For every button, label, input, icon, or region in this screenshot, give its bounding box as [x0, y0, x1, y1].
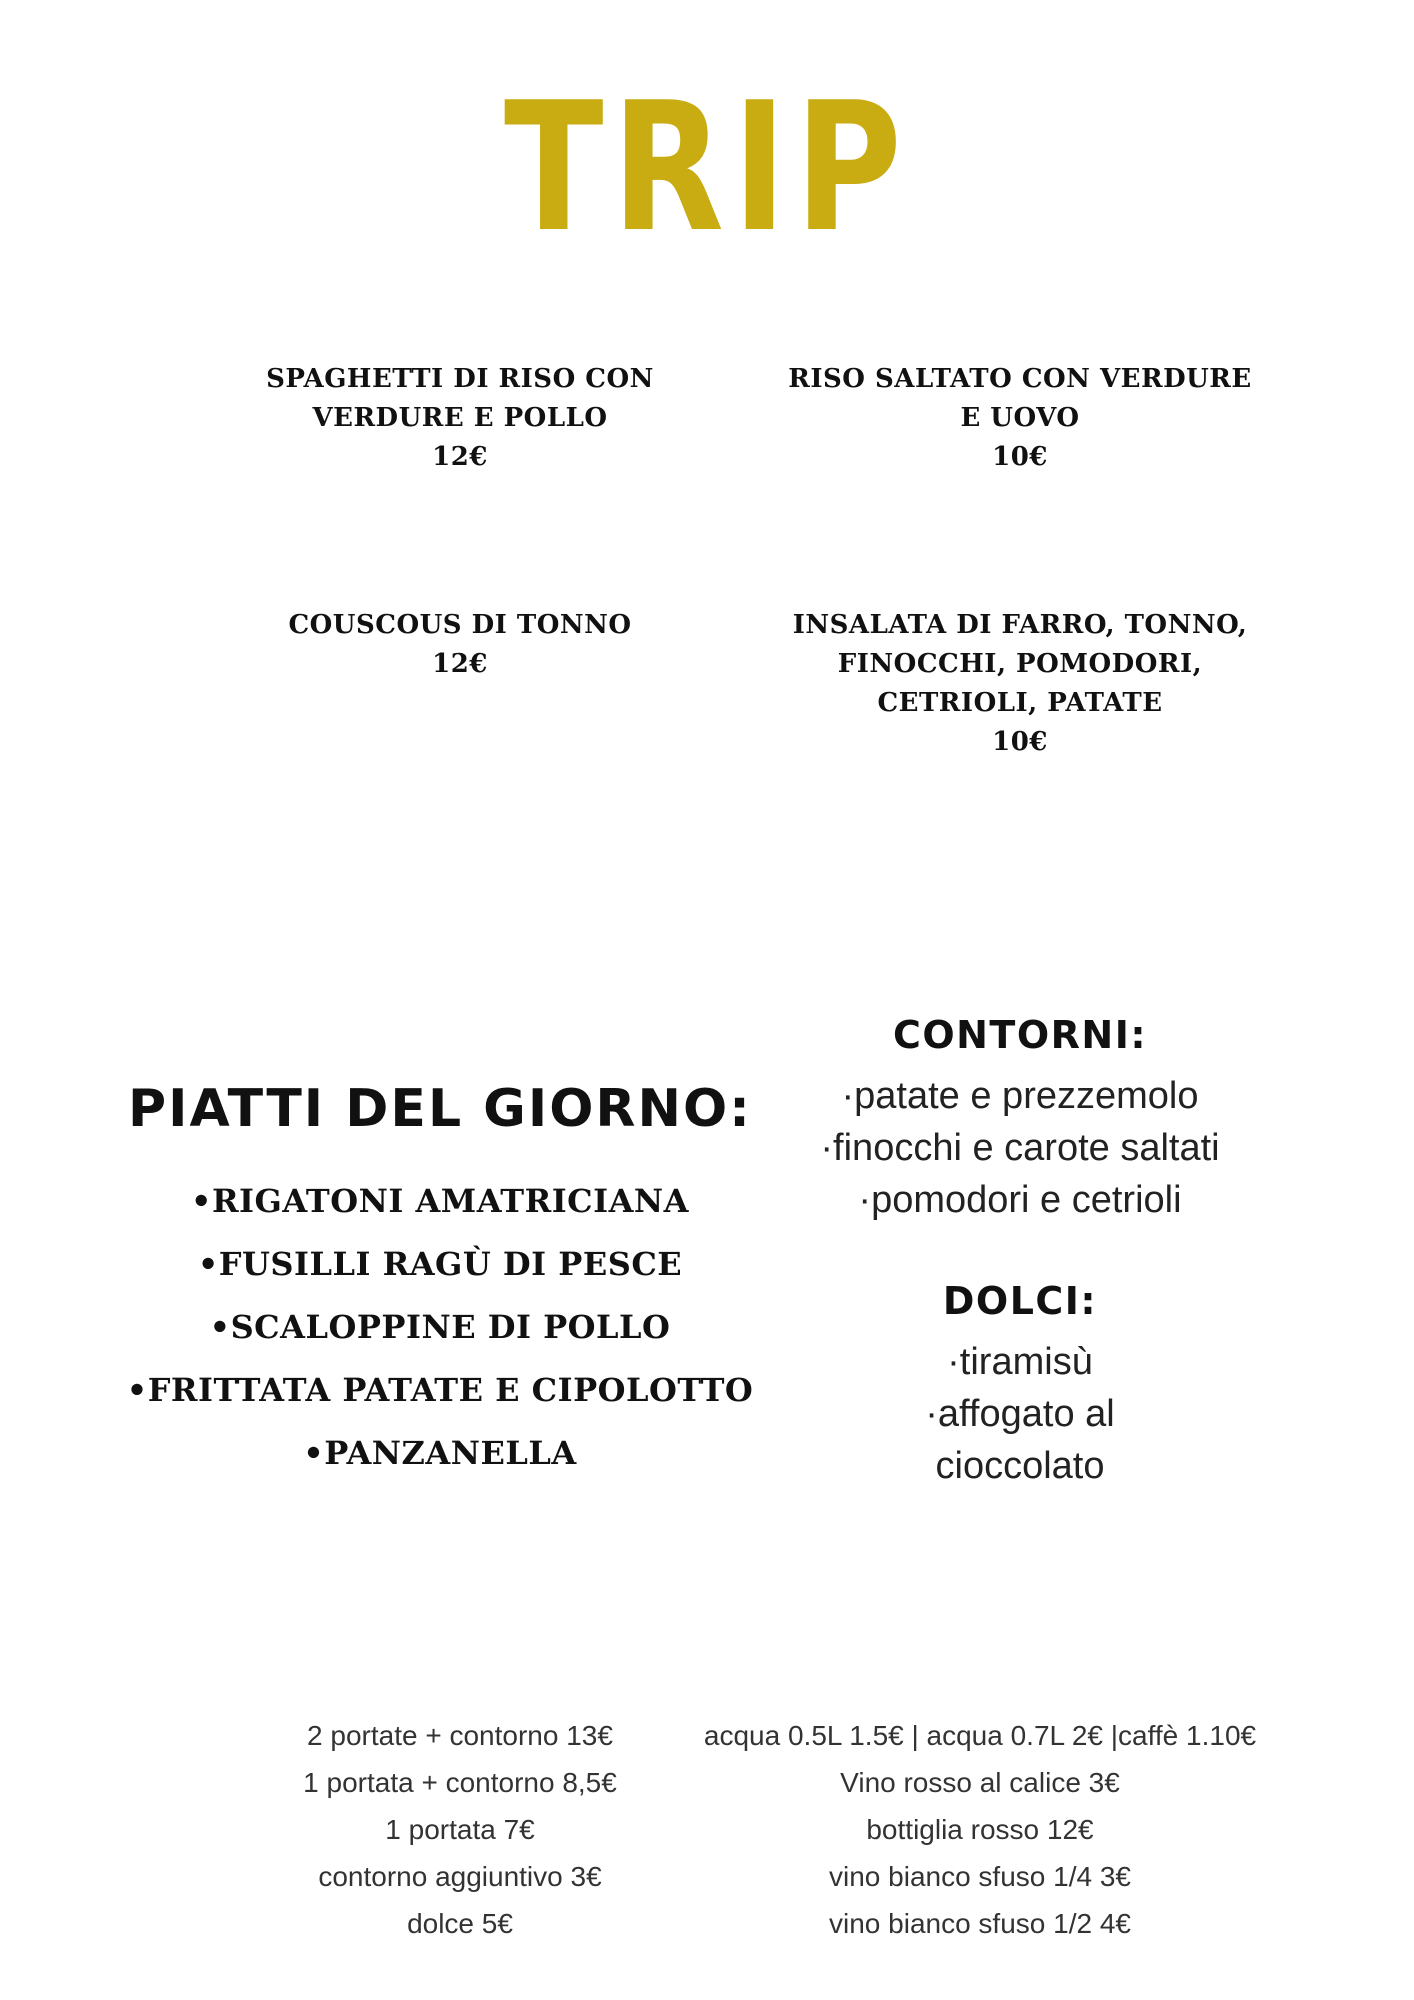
- dish-price: 12€: [432, 649, 488, 679]
- dish-name-line: COUSCOUS DI TONNO: [288, 610, 632, 640]
- dolci-list: [760, 1336, 1280, 1492]
- dish-name-line: INSALATA DI FARRO, TONNO,: [792, 610, 1248, 640]
- list-item: •SCALOPPINE DI POLLO: [209, 1308, 671, 1346]
- dish-item: [760, 606, 1280, 762]
- dish-item: [200, 360, 720, 477]
- menu-prices-list: [200, 1712, 720, 1947]
- dish-item: [760, 360, 1280, 477]
- dish-name-line: VERDURE E POLLO: [312, 403, 608, 433]
- dish-name-line: CETRIOLI, PATATE: [877, 688, 1163, 718]
- restaurant-logo: TRIP: [503, 64, 911, 271]
- dish-price: 10€: [992, 727, 1048, 757]
- piatti-del-giorno-list: [80, 1170, 800, 1485]
- list-item: ·patate e prezzemolo: [841, 1075, 1199, 1117]
- list-item: •FRITTATA PATATE E CIPOLOTTO: [126, 1371, 754, 1409]
- list-item: •RIGATONI AMATRICIANA: [190, 1182, 689, 1220]
- price-item: 2 portate + contorno 13€: [307, 1720, 613, 1751]
- drink-item: vino bianco sfuso 1/4 3€: [829, 1861, 1131, 1892]
- dish-price: 10€: [992, 442, 1048, 472]
- list-item: ·finocchi e carote saltati: [820, 1127, 1220, 1169]
- list-item: cioccolato: [935, 1445, 1105, 1487]
- price-item: dolce 5€: [407, 1908, 513, 1939]
- price-item: 1 portata + contorno 8,5€: [303, 1767, 617, 1798]
- dolci-title: DOLCI:: [942, 1279, 1098, 1323]
- drink-item: acqua 0.5L 1.5€ | acqua 0.7L 2€ |caffè 1.10€: [703, 1720, 1257, 1751]
- drink-item: bottiglia rosso 12€: [866, 1814, 1094, 1845]
- piatti-del-giorno-title: PIATTI DEL GIORNO:: [128, 1079, 752, 1139]
- drink-item: vino bianco sfuso 1/2 4€: [829, 1908, 1131, 1939]
- contorni-list: [760, 1070, 1280, 1226]
- list-item: ·affogato al: [925, 1393, 1115, 1435]
- price-item: 1 portata 7€: [385, 1814, 535, 1845]
- list-item: ·pomodori e cetrioli: [858, 1179, 1182, 1221]
- list-item: •PANZANELLA: [303, 1434, 577, 1472]
- dish-item: [200, 606, 720, 684]
- list-item: •FUSILLI RAGÙ DI PESCE: [197, 1245, 683, 1283]
- dish-name-line: RISO SALTATO CON VERDURE: [788, 364, 1252, 394]
- contorni-title: CONTORNI:: [892, 1013, 1148, 1057]
- drink-item: Vino rosso al calice 3€: [840, 1767, 1120, 1798]
- dish-price: 12€: [432, 442, 488, 472]
- dish-name-line: E UOVO: [960, 403, 1080, 433]
- drinks-list: [660, 1712, 1300, 1947]
- list-item: ·tiramisù: [947, 1341, 1093, 1383]
- price-item: contorno aggiuntivo 3€: [318, 1861, 602, 1892]
- dish-name-line: SPAGHETTI DI RISO CON: [266, 364, 654, 394]
- dish-name-line: FINOCCHI, POMODORI,: [837, 649, 1203, 679]
